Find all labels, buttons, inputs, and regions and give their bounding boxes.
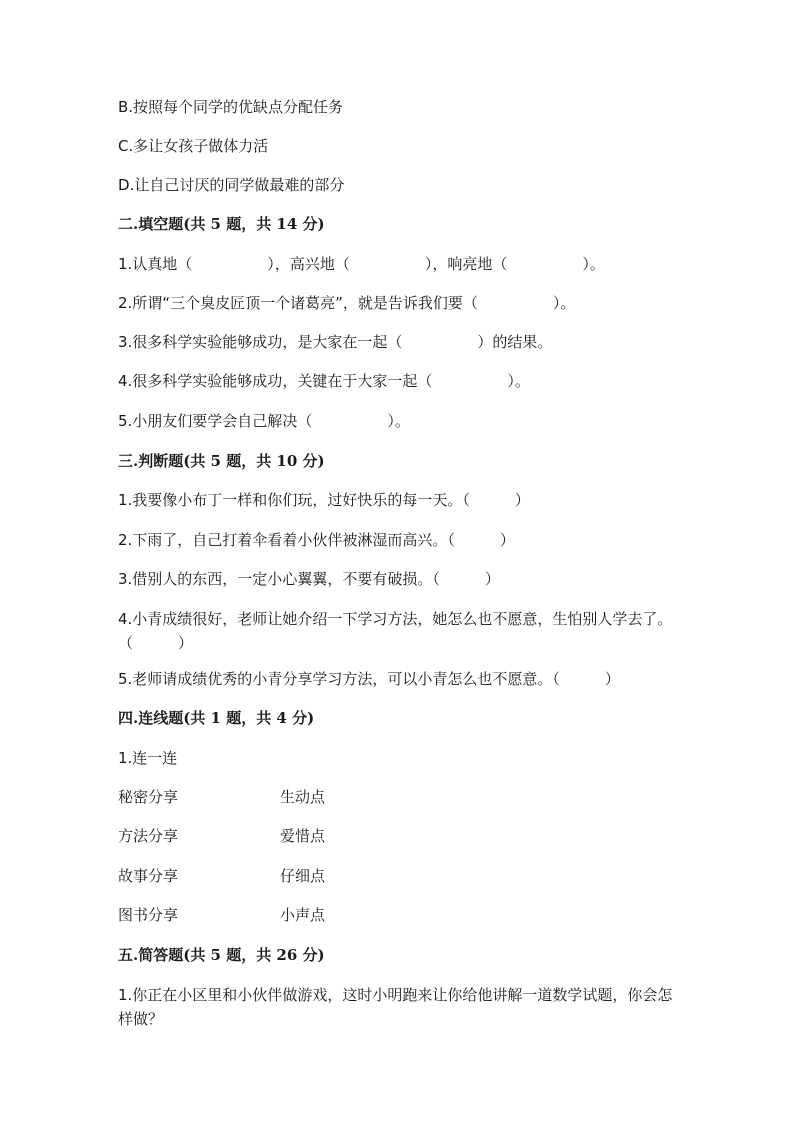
- section-heading-matching: 四.连线题(共 1 题，共 4 分): [118, 709, 315, 727]
- matching-left-item: 图书分享: [118, 906, 179, 924]
- choice-option-c: C.多让女孩子做体力活: [118, 137, 269, 155]
- fill-in-question-5: 5.小朋友们要学会自己解决（ ）。: [118, 412, 410, 430]
- matching-left-item: 方法分享: [118, 827, 179, 845]
- fill-in-question-2: 2.所谓“三个臭皮匠顶一个诸葛亮”，就是告诉我们要（ ）。: [118, 294, 576, 312]
- section-heading-true-false: 三.判断题(共 5 题，共 10 分): [118, 452, 325, 470]
- fill-in-question-4: 4.很多科学实验能够成功，关键在于大家一起（ ）。: [118, 372, 530, 390]
- section-heading-short-answer: 五.简答题(共 5 题，共 26 分): [118, 946, 325, 964]
- matching-right-item: 爱惜点: [280, 827, 326, 845]
- fill-in-question-1: 1.认真地（ ），高兴地（ ），响亮地（ ）。: [118, 255, 605, 273]
- section-heading-fill-in: 二.填空题(共 5 题，共 14 分): [118, 215, 325, 233]
- true-false-question-5: 5.老师请成绩优秀的小青分享学习方法，可以小青怎么也不愿意。（ ）: [118, 670, 620, 688]
- matching-right-item: 生动点: [280, 788, 326, 806]
- matching-left-item: 秘密分享: [118, 788, 179, 806]
- true-false-question-3: 3.借别人的东西，一定小心翼翼，不要有破损。（ ）: [118, 570, 500, 588]
- matching-right-item: 小声点: [280, 906, 326, 924]
- matching-left-item: 故事分享: [118, 867, 179, 885]
- choice-option-d: D.让自己讨厌的同学做最难的部分: [118, 176, 345, 194]
- true-false-question-4: 4.小青成绩很好，老师让她介绍一下学习方法，她怎么也不愿意，生怕别人学去了。（ ）: [118, 610, 673, 652]
- choice-option-b: B.按照每个同学的优缺点分配任务: [118, 98, 344, 116]
- short-answer-question-1: 1.你正在小区里和小伙伴做游戏，这时小明跑来让你给他讲解一道数学试题，你会怎样做？: [118, 986, 673, 1028]
- true-false-question-2: 2.下雨了，自己打着伞看着小伙伴被淋湿而高兴。（ ）: [118, 531, 515, 549]
- matching-right-item: 仔细点: [280, 867, 326, 885]
- fill-in-question-3: 3.很多科学实验能够成功，是大家在一起（ ）的结果。: [118, 333, 553, 351]
- true-false-question-1: 1.我要像小布丁一样和你们玩，过好快乐的每一天。（ ）: [118, 491, 530, 509]
- matching-question-1: 1.连一连: [118, 749, 178, 767]
